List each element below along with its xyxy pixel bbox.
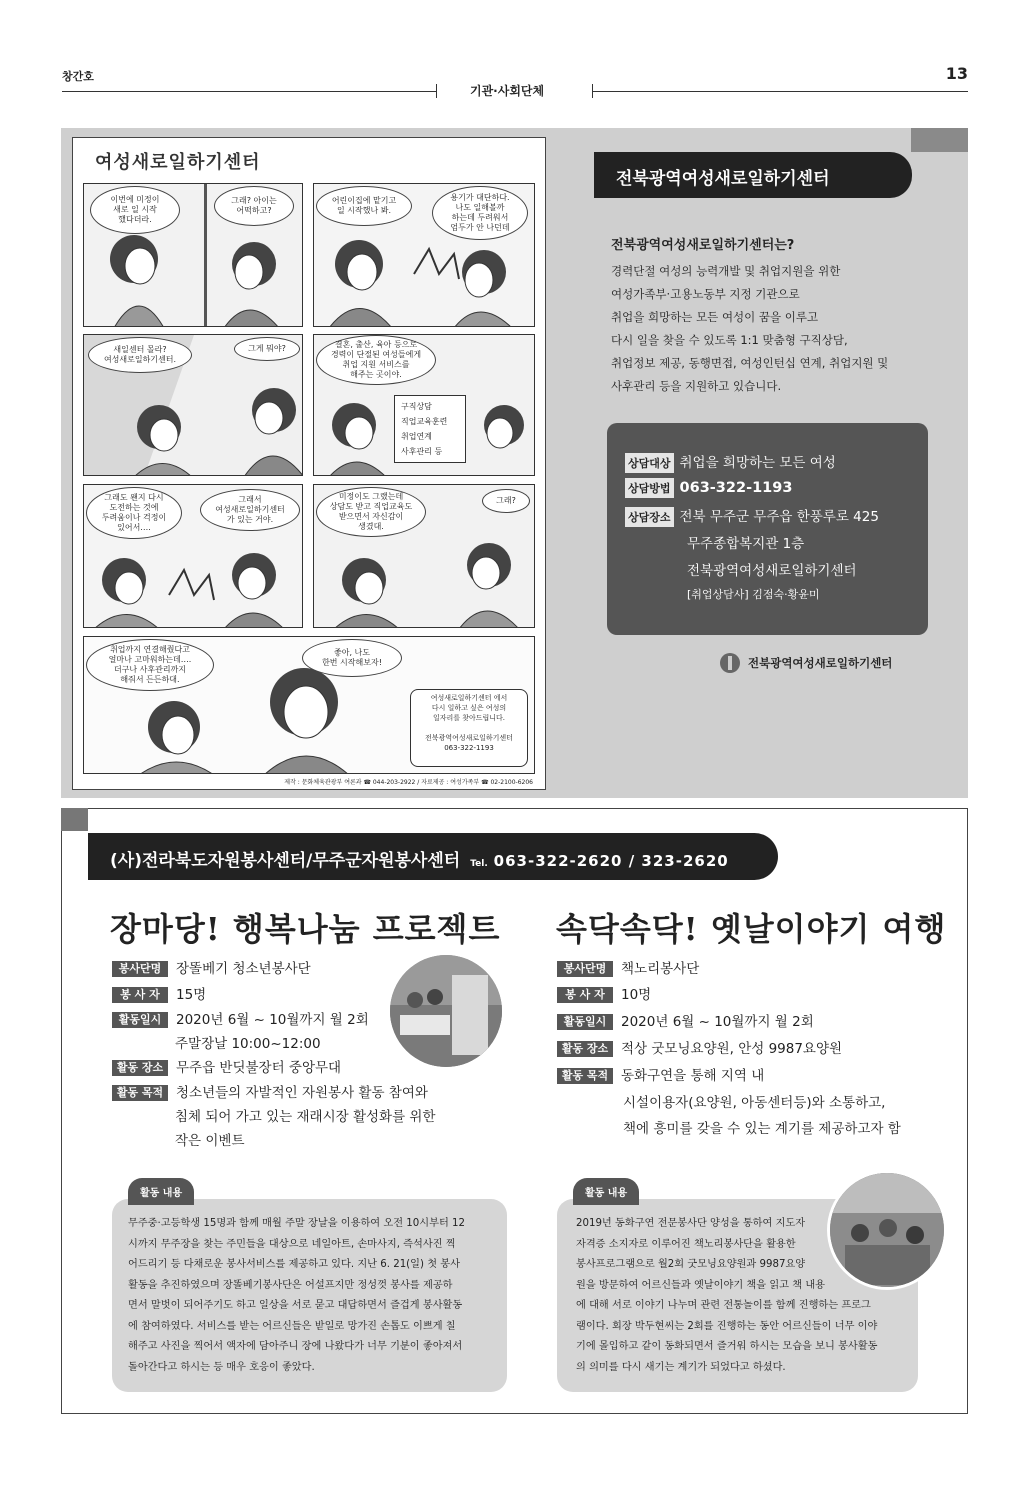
speech-bubble: 용기가 대단하다. 나도 일해볼까 하는데 두려워서 엄두가 안 나던데: [432, 186, 528, 240]
field-value: 청소년들의 자발적인 자원봉사 활동 참여와: [176, 1085, 428, 1101]
field-label: 봉 사 자: [112, 987, 168, 1003]
field-label: 활동 장소: [557, 1041, 613, 1057]
header-rule-left: [62, 91, 437, 92]
counselors: [취업상담사] 김점숙·황윤미: [687, 588, 820, 601]
activity-line: 돌아간다고 하시는 등 매우 호응이 좋았다.: [128, 1361, 315, 1373]
phone-number[interactable]: 063-322-1193: [679, 480, 793, 496]
target-label: 상담대상: [625, 453, 674, 473]
field-label: 활동 목적: [557, 1068, 613, 1084]
intro-body: [611, 260, 931, 398]
place-line: 전북 무주군 무주읍 한풍루로 425: [679, 509, 879, 525]
speech-bubble: 그래? 아이는 어떡하고?: [214, 186, 294, 226]
right-field-purpose: [557, 1064, 764, 1088]
field-value: 책노리봉사단: [621, 961, 700, 977]
activity-line: 2019년 동화구연 전문봉사단 양성을 통하여 지도자: [576, 1218, 806, 1229]
field-label: 봉사단명: [557, 961, 613, 977]
intro-line: 다시 일을 찾을 수 있도록 1:1 맞춤형 구직상담,: [611, 333, 848, 347]
center-logo-icon: [720, 653, 740, 673]
method-label: 상담방법: [625, 478, 674, 498]
field-value-continued: 침체 되어 가고 있는 재래시장 활성화를 위한: [175, 1109, 436, 1125]
speech-bubble: 그래도 왠지 다시 도전하는 것에 두려움이나 걱정이 있어서….: [86, 487, 182, 539]
comic-panel-4: [313, 334, 535, 476]
intro-line: 경력단절 여성의 능력개발 및 취업지원을 위한: [611, 264, 841, 278]
speech-bubble: 미정이도 그랬는데 상담도 받고 직업교육도 받으면서 자신감이 생겼대.: [316, 487, 426, 537]
activity-line: 면서 말벗이 되어주기도 하고 일상을 서로 묻고 대답하면서 즐겁게 봉사활동: [128, 1300, 463, 1311]
comic-panel-5: [83, 484, 303, 628]
speech-bubble: 좋아, 나도 한번 시작해보자!: [302, 639, 402, 677]
field-label: 활동 목적: [112, 1085, 168, 1101]
center-logo-text: 전북광역여성새로일하기센터: [748, 656, 893, 670]
place-line: 전북광역여성새로일하기센터: [687, 563, 857, 579]
volunteer-center-tab: [88, 833, 778, 880]
method-row: [625, 478, 792, 498]
tel-numbers[interactable]: 063-322-2620 / 323-2620: [493, 852, 729, 870]
activity-line: 원을 방문하여 어르신들과 옛날이야기 책을 읽고 책 내용: [576, 1279, 826, 1291]
right-project-title: 속닥속닥! 옛날이야기 여행: [556, 910, 947, 948]
activity-line: 의 의미를 다시 새기는 계기가 되었다고 하셨다.: [576, 1361, 786, 1373]
intro-line: 여성가족부·고용노동부 지정 기관으로: [611, 287, 800, 301]
section-title: 기관·사회단체: [470, 84, 545, 98]
center-logo: [720, 653, 892, 673]
activity-line: 램이다. 회장 박두현씨는 2회를 진행하는 동안 어르신들이 너무 이야: [576, 1320, 878, 1332]
target-value: 취업을 희망하는 모든 여성: [679, 455, 836, 471]
activity-line: 어드리기 등 다채로운 봉사서비스를 제공하고 있다. 지난 6. 21(일) 첫 봉사: [128, 1259, 460, 1270]
place-line: 무주종합복지관 1층: [687, 536, 805, 552]
right-field-schedule: [557, 1010, 814, 1034]
field-value-continued: 주말장날 10:00~12:00: [175, 1036, 321, 1052]
comic-title: 여성새로일하기센터: [95, 152, 261, 173]
right-activity-text: [576, 1214, 906, 1378]
field-value: 15명: [176, 987, 207, 1003]
center-name-tab: 전북광역여성새로일하기센터: [594, 152, 912, 198]
speech-bubble: 취업까지 연결해줬다고 얼마나 고마워하는데…. 더구나 사후관리까지 해줘서 든든하대.: [86, 639, 214, 691]
field-label: 활동일시: [557, 1014, 613, 1030]
activity-line: 무주중·고등학생 15명과 함께 매월 주말 장날을 이용하여 오전 10시부터 12: [128, 1218, 465, 1229]
comic-panel-1: [83, 183, 303, 327]
speech-bubble: 결혼, 출산, 육아 등으로 경력이 단절된 여성들에게 취업 지원 서비스를 해주는 곳이야.: [316, 335, 436, 385]
right-field-team: [557, 957, 699, 981]
field-value-continued: 작은 이벤트: [175, 1133, 245, 1149]
field-value: 무주읍 반딧불장터 중앙무대: [176, 1060, 342, 1076]
field-label: 봉 사 자: [557, 987, 613, 1003]
right-field-volunteers: [557, 983, 651, 1007]
field-value: 2020년 6월 ~ 10월까지 월 2회: [176, 1012, 369, 1028]
left-field-place: [112, 1056, 341, 1080]
consultation-info-box: [607, 423, 928, 635]
speech-bubble: 그래서 여성새로일하기센터 가 있는 거야.: [200, 489, 300, 531]
header-tick-left: [436, 84, 437, 98]
field-value: 2020년 6월 ~ 10월까지 월 2회: [621, 1014, 814, 1030]
corner-accent: [61, 808, 88, 831]
left-field-volunteers: [112, 983, 206, 1007]
field-label: 봉사단명: [112, 961, 168, 977]
intro-line: 사후관리 등을 지원하고 있습니다.: [611, 379, 782, 393]
speech-bubble: 그게 뭐야?: [234, 337, 300, 361]
field-value: 장똘베기 청소년봉사단: [176, 961, 311, 977]
intro-heading: 전북광역여성새로일하기센터는?: [611, 238, 795, 253]
service-list-note: 구직상담 직업교육훈련 취업연계 사후관리 등: [394, 395, 466, 463]
left-field-team: [112, 957, 311, 981]
page-number: 13: [945, 64, 968, 83]
activity-line: 봉사프로그램으로 월2회 굿모닝요양원과 9987요양: [576, 1259, 806, 1270]
left-field-schedule: [112, 1008, 369, 1032]
right-activity-tag: 활동 내용: [573, 1178, 639, 1205]
right-field-place: [557, 1037, 842, 1061]
activity-line: 활동을 추진하였으며 장똘베기봉사단은 어설프지만 정성껏 봉사를 제공하: [128, 1279, 453, 1291]
comic-credit: 제작 : 문화체육관광부 여론과 ☎ 044-203-2922 / 자료제공 : 여성가족부 ☎ 02-2100-6206: [284, 779, 533, 786]
activity-line: 시까지 무주장을 찾는 주민들을 대상으로 네일아트, 손마사지, 즉석사진 찍: [128, 1238, 456, 1250]
left-field-purpose: [112, 1081, 428, 1105]
target-row: [625, 451, 836, 473]
field-label: 활동 장소: [112, 1060, 168, 1076]
intro-line: 취업을 희망하는 모든 여성이 꿈을 이루고: [611, 310, 819, 324]
header-rule-right: [592, 91, 968, 92]
field-value-continued: 시설이용자(요양원, 아동센터등)와 소통하고,: [623, 1095, 886, 1111]
edition-label: 창간호: [62, 70, 94, 83]
activity-line: 에 참여하였다. 서비스를 받는 어르신들은 받일로 망가진 손톱도 이쁘게 칠: [128, 1320, 456, 1332]
market-event-photo: [390, 955, 502, 1067]
corner-accent: [911, 128, 968, 152]
tel-label: Tel.: [470, 859, 488, 869]
speech-bubble: 이번에 미정이 새로 일 시작 했다더라.: [90, 186, 180, 234]
intro-line: 취업정보 제공, 동행면접, 여성인턴십 연계, 취업지원 및: [611, 356, 889, 370]
activity-line: 기에 몰입하고 같이 동화되면서 즐거워 하시는 모습을 보니 봉사활동: [576, 1341, 878, 1352]
volunteer-center-name: (사)전라북도자원봉사센터/무주군자원봉사센터: [110, 851, 461, 871]
comic-panel-2: [313, 183, 535, 327]
speech-bubble: 그래?: [482, 489, 530, 513]
market-event-photo-image: [390, 955, 502, 1067]
left-activity-text: [128, 1214, 500, 1378]
activity-line: 에 대해 서로 이야기 나누며 관련 전통놀이를 함께 진행하는 프로그: [576, 1300, 871, 1311]
activity-line: 해주고 사진을 찍어서 액자에 담아주니 장에 나왔다가 너무 기분이 좋아져서: [128, 1341, 463, 1352]
comic-panel-7: [83, 636, 535, 774]
activity-line: 자격증 소지자로 이루어진 책노리봉사단을 활용한: [576, 1238, 796, 1250]
left-activity-tag: 활동 내용: [128, 1178, 194, 1205]
center-promo-note: 여성새로일하기센터 에서 다시 일하고 싶은 여성의 일자리를 찾아드립니다. 전북광역여성새로일하기센터 063-322-1193: [410, 689, 528, 767]
left-project-title: 장마당! 행복나눔 프로젝트: [110, 910, 501, 948]
comic-strip: [72, 137, 546, 790]
speech-bubble: 새일센터 몰라? 여성새로일하기센터.: [88, 337, 192, 373]
comic-panel-3: [83, 334, 303, 476]
field-value-continued: 책에 흥미를 갖을 수 있는 계기를 제공하고자 함: [623, 1121, 901, 1137]
comic-panel-6: [313, 484, 535, 628]
speech-bubble: 어린이집에 맡기고 일 시작했나 봐.: [316, 186, 412, 226]
field-label: 활동일시: [112, 1012, 168, 1028]
field-value: 동화구연을 통해 지역 내: [621, 1068, 765, 1084]
field-value: 적상 굿모닝요양원, 안성 9987요양원: [621, 1041, 843, 1057]
place-label: 상담장소: [625, 507, 674, 527]
field-value: 10명: [621, 987, 652, 1003]
place-row: [625, 505, 879, 527]
